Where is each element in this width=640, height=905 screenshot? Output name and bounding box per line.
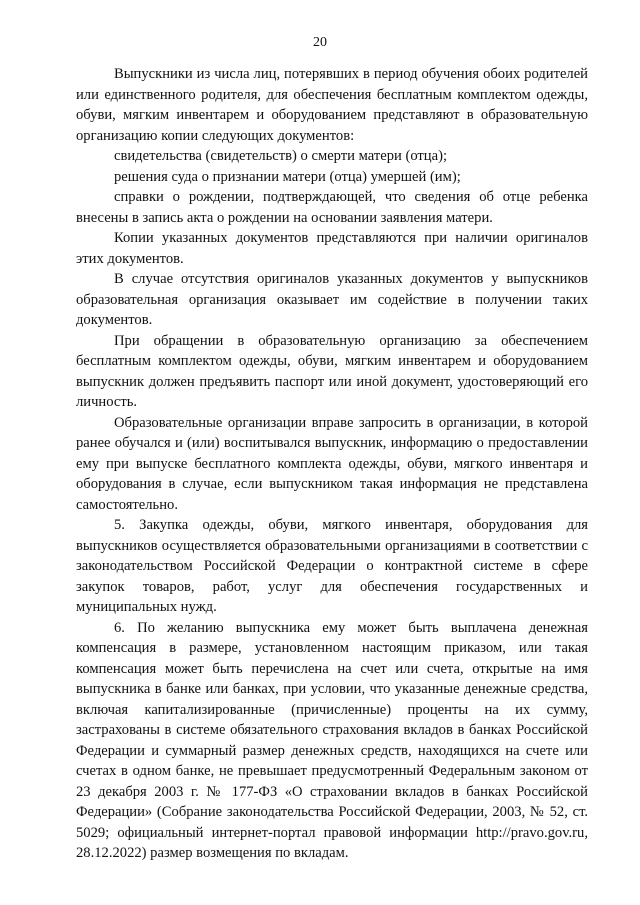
clause-5: 5. Закупка одежды, обуви, мягкого инвентаря, оборудования для выпускников осуществляется образовательными организациями в соответствии с законодательством Российской Федерации о контрактной системе в сфере закупок товаров, работ, услуг для обеспечения государственных и муниципальных нужд. [76, 517, 588, 615]
paragraph: В случае отсутствия оригиналов указанных документов у выпускников образовательная организация оказывает им содействие в получении таких документов. [76, 271, 588, 328]
document-body [76, 64, 588, 864]
paragraph: При обращении в образовательную организацию за обеспечением бесплатным комплектом одежды, обуви, мягким инвентарем и оборудованием выпускник должен предъявить паспорт или иной документ, удостоверяющий его личность. [76, 332, 588, 410]
paragraph: Выпускники из числа лиц, потерявших в период обучения обоих родителей или единственного родителя, для обеспечения бесплатным комплектом одежды, обуви, мягким инвентарем и оборудованием представляют в образовательную организацию копии следующих документов: [76, 66, 588, 144]
list-item: свидетельства (свидетельств) о смерти матери (отца); [114, 148, 448, 164]
list-item: решения суда о признании матери (отца) умершей (им); [114, 168, 461, 185]
paragraph: Образовательные организации вправе запросить в организации, в которой ранее обучался и (или) воспитывался выпускник, информацию о предоставлении ему при выпуске бесплатного комплекта одежды, обуви, мягкого инвентаря и оборудования в случае, если выпускником такая информация не представлена самостоятельно. [76, 414, 588, 513]
clause-6: 6. По желанию выпускника ему может быть выплачена денежная компенсация в размере, установленном настоящим приказом, или такая компенсация может быть перечислена на счет или счета, открытые на имя выпускника в банке или банках, при условии, что указанные денежные средства, включая капитализированные (причисленные) проценты на их сумму, застрахованы в системе обязательного страхования вкладов в банках Российской Федерации и суммарный размер денежных средств, находящихся на счете или счетах в одном банке, не превышает предусмотренный Федеральным законом от 23 декабря 2003 г. № 177-ФЗ «О страховании вкладов в банках Российской Федерации» (Собрание законодательства Российской Федерации, 2003, № 52, ст. 5029; официальный интернет-портал правовой информации http://pravo.gov.ru, 28.12.2022) размер возмещения по вкладам. [76, 619, 588, 861]
paragraph: Копии указанных документов представляются при наличии оригиналов этих документов. [76, 230, 588, 267]
list-item: справки о рождении, подтверждающей, что сведения об отце ребенка внесены в запись акта о рождении на основании заявления матери. [76, 189, 588, 226]
page-number: 20 [313, 35, 327, 50]
